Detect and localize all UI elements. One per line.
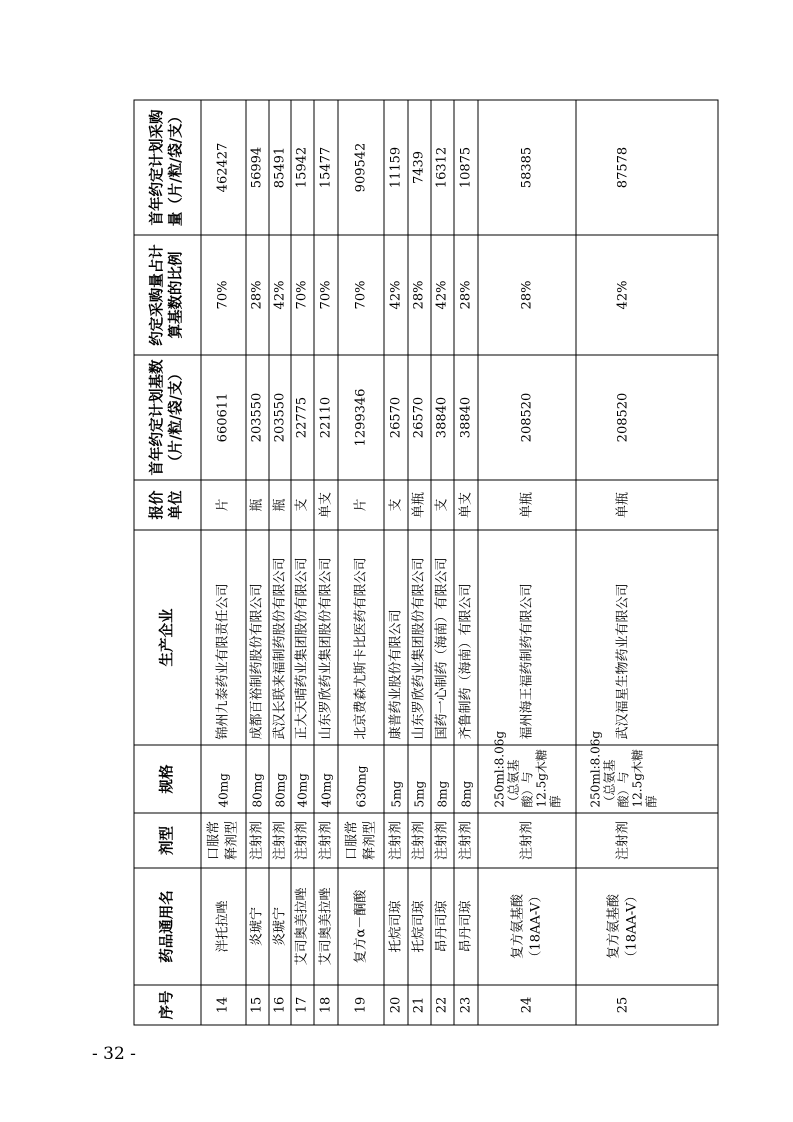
cell-base-quantity: 203550 (269, 355, 291, 480)
cell-base-quantity: 208520 (576, 355, 718, 480)
cell-ratio: 42% (384, 235, 408, 355)
cell-drug-name: 昂丹司琼 (454, 868, 478, 985)
cell-seq: 19 (338, 985, 384, 1025)
table-row (269, 100, 291, 1025)
cell-drug-name: 托烷司琼 (384, 868, 408, 985)
cell-quote-unit: 瓶 (269, 480, 291, 530)
cell-ratio: 70% (338, 235, 384, 355)
cell-dosage-form: 口服常释剂型 (201, 813, 246, 868)
table-row (431, 100, 454, 1025)
cell-base-quantity: 660611 (201, 355, 246, 480)
cell-base-quantity: 38840 (431, 355, 454, 480)
header-base-quantity: 首年约定计划基数（片/粒/袋/支） (134, 355, 201, 480)
cell-quote-unit: 单支 (454, 480, 478, 530)
cell-specification: 250ml:8.06g（总氨基酸）与12.5g木糖醇 (576, 745, 718, 813)
cell-seq: 20 (384, 985, 408, 1025)
cell-specification: 8mg (454, 745, 478, 813)
cell-quote-unit: 片 (338, 480, 384, 530)
cell-drug-name: 托烷司琼 (408, 868, 431, 985)
cell-specification: 250ml:8.06g（总氨基酸）与12.5g木糖醇 (478, 745, 576, 813)
cell-quote-unit: 单瓶 (576, 480, 718, 530)
cell-seq: 22 (431, 985, 454, 1025)
cell-ratio: 42% (269, 235, 291, 355)
table-row (314, 100, 338, 1025)
cell-manufacturer: 武汉福星生物药业有限公司 (576, 530, 718, 745)
cell-quote-unit: 单瓶 (478, 480, 576, 530)
cell-manufacturer: 山东罗欣药业集团股份有限公司 (408, 530, 431, 745)
cell-purchase-quantity: 11159 (384, 100, 408, 235)
cell-drug-name: 昂丹司琼 (431, 868, 454, 985)
cell-dosage-form: 注射剂 (314, 813, 338, 868)
table-row (291, 100, 314, 1025)
cell-seq: 15 (246, 985, 269, 1025)
cell-manufacturer: 康普药业股份有限公司 (384, 530, 408, 745)
cell-purchase-quantity: 909542 (338, 100, 384, 235)
cell-purchase-quantity: 10875 (454, 100, 478, 235)
cell-ratio: 42% (576, 235, 718, 355)
cell-seq: 14 (201, 985, 246, 1025)
cell-manufacturer: 国药一心制药（海南）有限公司 (431, 530, 454, 745)
cell-ratio: 70% (291, 235, 314, 355)
cell-seq: 17 (291, 985, 314, 1025)
cell-drug-name: 炎琥宁 (246, 868, 269, 985)
cell-drug-name: 复方氨基酸（18AA-V） (478, 868, 576, 985)
cell-specification: 40mg (201, 745, 246, 813)
cell-seq: 24 (478, 985, 576, 1025)
cell-dosage-form: 注射剂 (291, 813, 314, 868)
header-manufacturer: 生产企业 (134, 530, 201, 745)
page-number: - 32 - (92, 1044, 136, 1064)
cell-seq: 21 (408, 985, 431, 1025)
cell-specification: 40mg (314, 745, 338, 813)
cell-specification: 40mg (291, 745, 314, 813)
cell-purchase-quantity: 462427 (201, 100, 246, 235)
cell-quote-unit: 单瓶 (408, 480, 431, 530)
cell-manufacturer: 成都百裕制药股份有限公司 (246, 530, 269, 745)
cell-manufacturer: 武汉长联来福制药股份有限公司 (269, 530, 291, 745)
cell-ratio: 70% (201, 235, 246, 355)
cell-ratio: 28% (454, 235, 478, 355)
cell-quote-unit: 片 (201, 480, 246, 530)
header-specification: 规格 (134, 745, 201, 813)
cell-quote-unit: 单支 (314, 480, 338, 530)
cell-base-quantity: 26570 (384, 355, 408, 480)
cell-specification: 8mg (431, 745, 454, 813)
cell-dosage-form: 注射剂 (269, 813, 291, 868)
cell-specification: 80mg (246, 745, 269, 813)
cell-purchase-quantity: 58385 (478, 100, 576, 235)
cell-specification: 80mg (269, 745, 291, 813)
cell-dosage-form: 注射剂 (478, 813, 576, 868)
cell-dosage-form: 注射剂 (408, 813, 431, 868)
cell-drug-name: 炎琥宁 (269, 868, 291, 985)
cell-purchase-quantity: 16312 (431, 100, 454, 235)
header-seq: 序号 (134, 985, 201, 1025)
cell-drug-name: 复方氨基酸（18AA-V） (576, 868, 718, 985)
cell-ratio: 28% (408, 235, 431, 355)
cell-dosage-form: 注射剂 (431, 813, 454, 868)
table-row (408, 100, 431, 1025)
cell-drug-name: 艾司奥美拉唑 (314, 868, 338, 985)
table-row (246, 100, 269, 1025)
cell-dosage-form: 注射剂 (384, 813, 408, 868)
cell-manufacturer: 齐鲁制药（海南）有限公司 (454, 530, 478, 745)
cell-purchase-quantity: 15942 (291, 100, 314, 235)
cell-drug-name: 泮托拉唑 (201, 868, 246, 985)
cell-quote-unit: 瓶 (246, 480, 269, 530)
cell-purchase-quantity: 56994 (246, 100, 269, 235)
cell-purchase-quantity: 85491 (269, 100, 291, 235)
cell-base-quantity: 22775 (291, 355, 314, 480)
cell-dosage-form: 口服常释剂型 (338, 813, 384, 868)
table-row (454, 100, 478, 1025)
cell-seq: 25 (576, 985, 718, 1025)
cell-manufacturer: 正大天晴药业集团股份有限公司 (291, 530, 314, 745)
cell-ratio: 28% (478, 235, 576, 355)
cell-base-quantity: 26570 (408, 355, 431, 480)
cell-drug-name: 艾司奥美拉唑 (291, 868, 314, 985)
cell-specification: 630mg (338, 745, 384, 813)
table-row (338, 100, 384, 1025)
cell-manufacturer: 锦州九泰药业有限责任公司 (201, 530, 246, 745)
cell-purchase-quantity: 15477 (314, 100, 338, 235)
cell-purchase-quantity: 87578 (576, 100, 718, 235)
cell-quote-unit: 支 (291, 480, 314, 530)
cell-manufacturer: 北京费森尤斯卡比医药有限公司 (338, 530, 384, 745)
cell-seq: 18 (314, 985, 338, 1025)
cell-dosage-form: 注射剂 (246, 813, 269, 868)
cell-manufacturer: 福州海王福药制药有限公司 (478, 530, 576, 745)
table-row (478, 100, 576, 1025)
table-row (384, 100, 408, 1025)
table-row (201, 100, 246, 1025)
cell-drug-name: 复方α－酮酸 (338, 868, 384, 985)
cell-ratio: 28% (246, 235, 269, 355)
cell-manufacturer: 山东罗欣药业集团股份有限公司 (314, 530, 338, 745)
cell-base-quantity: 38840 (454, 355, 478, 480)
cell-seq: 23 (454, 985, 478, 1025)
table-header-row (134, 100, 201, 1025)
cell-dosage-form: 注射剂 (454, 813, 478, 868)
header-drug-name: 药品通用名 (134, 868, 201, 985)
cell-seq: 16 (269, 985, 291, 1025)
cell-dosage-form: 注射剂 (576, 813, 718, 868)
cell-specification: 5mg (408, 745, 431, 813)
cell-ratio: 70% (314, 235, 338, 355)
cell-quote-unit: 支 (384, 480, 408, 530)
drug-procurement-table (133, 99, 718, 1025)
header-dosage-form: 剂型 (134, 813, 201, 868)
table-body (201, 100, 718, 1025)
cell-base-quantity: 208520 (478, 355, 576, 480)
cell-base-quantity: 1299346 (338, 355, 384, 480)
cell-ratio: 42% (431, 235, 454, 355)
cell-base-quantity: 203550 (246, 355, 269, 480)
table-row (576, 100, 718, 1025)
cell-quote-unit: 支 (431, 480, 454, 530)
header-purchase-quantity: 首年约定计划采购量（片/粒/袋/支） (134, 100, 201, 235)
header-ratio: 约定采购量占计算基数的比例 (134, 235, 201, 355)
header-quote-unit: 报价单位 (134, 480, 201, 530)
cell-specification: 5mg (384, 745, 408, 813)
rotated-table-container (133, 100, 717, 1025)
cell-purchase-quantity: 7439 (408, 100, 431, 235)
cell-base-quantity: 22110 (314, 355, 338, 480)
